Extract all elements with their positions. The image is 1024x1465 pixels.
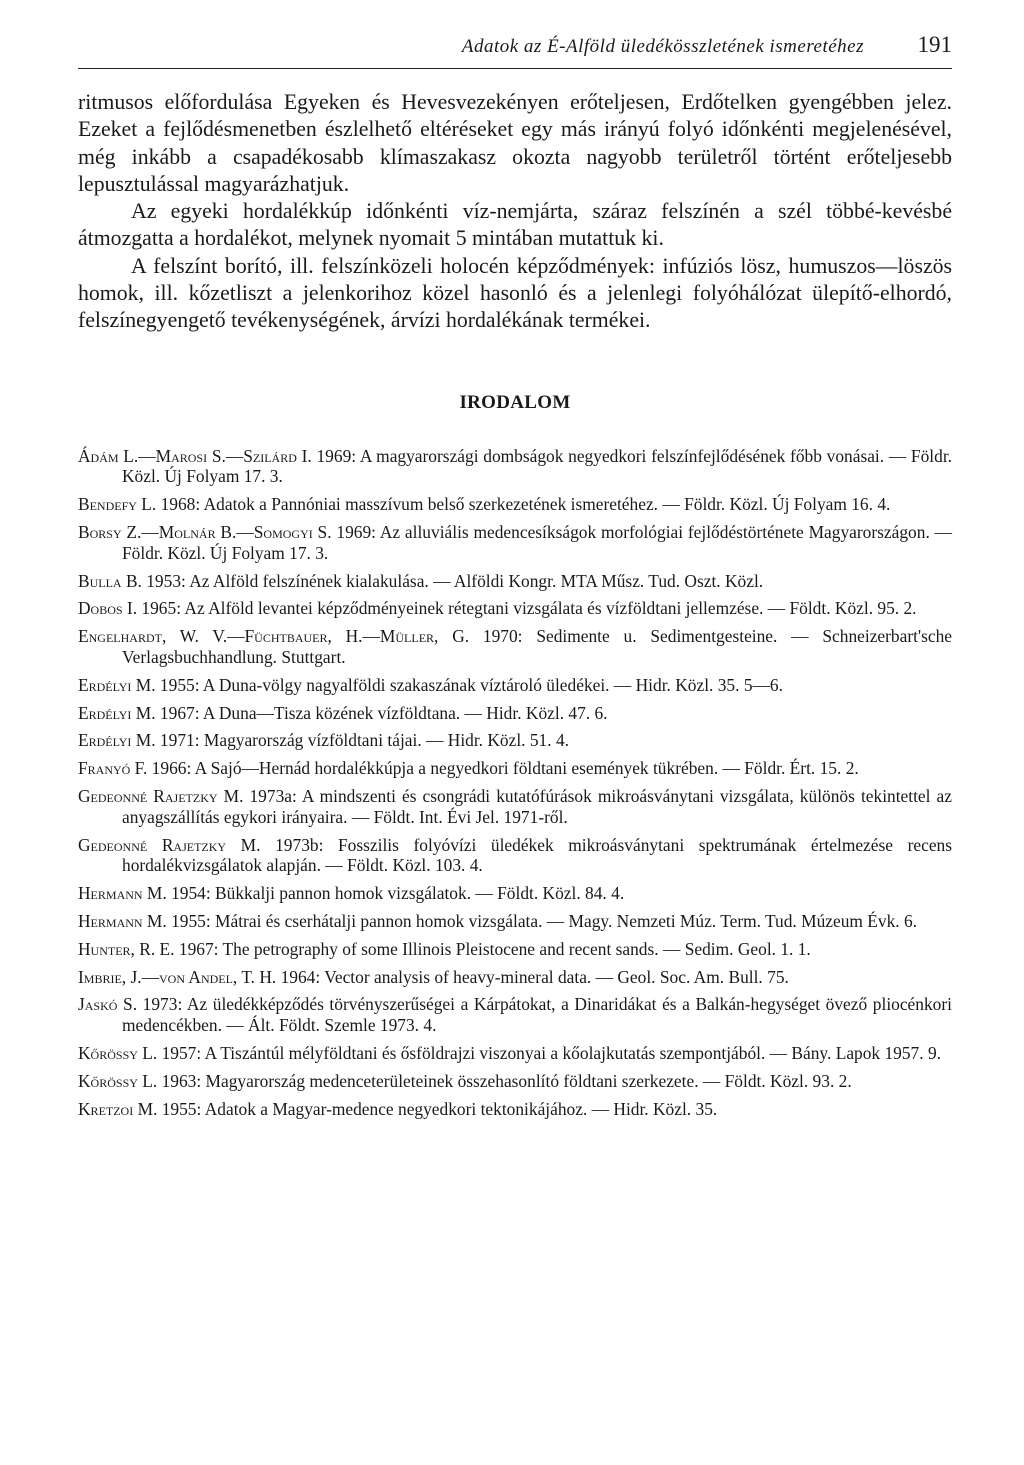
- running-title: Adatok az É-Alföld üledékösszletének ismeretéhez: [461, 36, 864, 57]
- reference-entry: [78, 675, 952, 696]
- reference-text: 1965: Az Alföld levantei képződményeinek rétegtani vizsgálata és vízföldtani jellemzése. — Földt. Közl. 95. 2.: [137, 598, 917, 619]
- reference-authors: Engelhardt, W. V.—Füchtbauer, H.—Müller, G.: [78, 626, 470, 647]
- reference-text: 1969: Az alluviális medencesíkságok morfológiai fejlődéstörténete Magyarországon. — Földr. Közl. Új Folyam 17. 3.: [122, 522, 952, 563]
- reference-text: 1954: Bükkalji pannon homok vizsgálatok. — Földt. Közl. 84. 4.: [166, 883, 625, 904]
- reference-text: 1971: Magyarország vízföldtani tájai. — Hidr. Közl. 51. 4.: [155, 730, 569, 751]
- reference-entry: [78, 522, 952, 564]
- reference-entry: [78, 494, 952, 515]
- reference-text: 1963: Magyarország medenceterületeinek összehasonlító földtani szerkezete. — Földt. Közl. 93. 2.: [157, 1070, 852, 1091]
- reference-text: 1970: Sedimente u. Sedimentgesteine. — Schneizerbart'sche Verlagsbuchhandlung. Stuttgart.: [122, 626, 952, 668]
- reference-authors: Hermann M.: [78, 911, 167, 932]
- reference-entry: [78, 939, 952, 960]
- paragraph: Az egyeki hordalékkúp időnkénti víz-nemjárta, száraz felszínén a szél többé-kevésbé átmozgatta a hordalékot, melynek nyomait 5 mintában mutattuk ki.: [78, 199, 952, 251]
- reference-authors: Bulla B.: [78, 570, 142, 591]
- reference-authors: Borsy Z.—Molnár B.—Somogyi S.: [78, 522, 332, 543]
- reference-authors: Hunter, R. E.: [78, 938, 175, 959]
- reference-entry: [78, 571, 952, 592]
- reference-text: 1955: A Duna-völgy nagyalföldi szakaszának víztároló üledékei. — Hidr. Közl. 35. 5—6.: [155, 674, 783, 695]
- reference-authors: Erdélyi M.: [78, 730, 156, 751]
- reference-authors: Imbrie, J.—von Andel, T. H.: [78, 966, 277, 987]
- reference-authors: Erdélyi M.: [78, 702, 156, 723]
- reference-text: 1966: A Sajó—Hernád hordalékkúpja a negyedkori földtani események tükrében. — Földr. Ért. 15. 2.: [147, 758, 859, 779]
- reference-authors: Ádám L.—Marosi S.—Szilárd I.: [78, 445, 312, 466]
- document-page: [78, 28, 952, 1126]
- reference-entry: [78, 911, 952, 932]
- reference-text: 1955: Adatok a Magyar-medence negyedkori tektonikájához. — Hidr. Közl. 35.: [157, 1098, 718, 1119]
- reference-entry: [78, 446, 952, 488]
- reference-entry: [78, 883, 952, 904]
- reference-entry: [78, 1043, 952, 1064]
- reference-text: 1973a: A mindszenti és csongrádi kutatófúrások mikroásványtani vizsgálata, különös tekintettel az anyagszállítás egykori irányaira. — Földt. Int. Évi Jel. 1971-ről.: [122, 786, 952, 827]
- reference-text: 1953: Az Alföld felszínének kialakulása. — Alföldi Kongr. MTA Műsz. Tud. Oszt. Közl.: [141, 570, 764, 591]
- reference-authors: Kőrössy L.: [78, 1043, 158, 1063]
- reference-entry: [78, 967, 952, 988]
- reference-authors: Kretzoi M.: [78, 1098, 158, 1119]
- reference-entry: [78, 758, 952, 779]
- reference-text: 1957: A Tiszántúl mélyföldtani és ősföldrajzi viszonyai a kőolajkutatás szempontjából. — Bány. Lapok 1957. 9.: [157, 1043, 941, 1063]
- reference-authors: Dobos I.: [78, 598, 138, 619]
- reference-text: 1973b: Fosszilis folyóvízi üledékek mikroásványtani spektrumának értelmezése recens hordalékvizsgálatok alapján. — Földt. Közl. 103. 4.: [122, 834, 952, 876]
- body-text: [78, 89, 952, 335]
- reference-authors: Erdélyi M.: [78, 674, 156, 695]
- reference-entry: [78, 703, 952, 724]
- reference-entry: [78, 835, 952, 877]
- reference-authors: Jaskó S.: [78, 994, 138, 1015]
- reference-text: 1964: Vector analysis of heavy-mineral data. — Geol. Soc. Am. Bull. 75.: [276, 966, 789, 987]
- reference-entry: [78, 1099, 952, 1120]
- paragraph: A felszínt borító, ill. felszínközeli holocén képződmények: infúziós lösz, humuszos—löszös homok, ill. kőzetliszt a jelenkorihoz közel hasonló és a jelenlegi folyóhálózat ülepítő-elhordó, felszínegyengető tevékenységének, árvízi hordalékának termékei.: [78, 253, 952, 333]
- reference-entry: [78, 786, 952, 828]
- reference-text: 1967: The petrography of some Illinois Pleistocene and recent sands. — Sedim. Geol. 1. 1.: [174, 938, 811, 959]
- reference-text: 1968: Adatok a Pannóniai masszívum belső szerkezetének ismeretéhez. — Földr. Közl. Új Folyam 16. 4.: [156, 494, 891, 515]
- reference-authors: Kőrössy L.: [78, 1070, 158, 1091]
- reference-authors: Franyó F.: [78, 758, 148, 779]
- reference-authors: Gedeonné Rajetzky M.: [78, 786, 244, 807]
- reference-entry: [78, 626, 952, 668]
- reference-authors: Gedeonné Rajetzky M.: [78, 834, 261, 855]
- reference-text: 1967: A Duna—Tisza közének vízföldtana. — Hidr. Közl. 47. 6.: [155, 702, 608, 723]
- reference-entry: [78, 598, 952, 619]
- reference-text: 1969: A magyarországi dombságok negyedkori felszínfejlődésének főbb vonásai. — Földr. Közl. Új Folyam 17. 3.: [122, 445, 953, 487]
- reference-entry: [78, 994, 952, 1036]
- page-number: 191: [917, 32, 952, 57]
- reference-authors: Bendefy L.: [78, 494, 157, 515]
- running-header: [78, 28, 952, 69]
- section-heading: IRODALOM: [459, 391, 571, 413]
- reference-authors: Hermann M.: [78, 883, 167, 904]
- reference-entry: [78, 730, 952, 751]
- reference-list: [78, 446, 952, 1120]
- reference-text: 1973: Az üledékképződés törvényszerűségei a Kárpátokat, a Dinaridákat és a Balkán-hegységet övező pliocénkori medencékben. — Ált. Földt. Szemle 1973. 4.: [122, 994, 952, 1036]
- paragraph: ritmusos előfordulása Egyeken és Hevesvezekényen erőteljesen, Erdőtelken gyengébben jelez. Ezeket a fejlődésmenetben észlelhető eltéréseket egy más irányú folyó időnkénti megjelenésével, még inkább a csapadékosabb klímaszakasz okozta nagyobb területről történt erőteljesebb lepusztulással magyarázhatjuk.: [78, 90, 952, 196]
- reference-entry: [78, 1071, 952, 1092]
- reference-text: 1955: Mátrai és cserhátalji pannon homok vizsgálata. — Magy. Nemzeti Múz. Term. Tud. Múzeum Évk. 6.: [166, 911, 918, 932]
